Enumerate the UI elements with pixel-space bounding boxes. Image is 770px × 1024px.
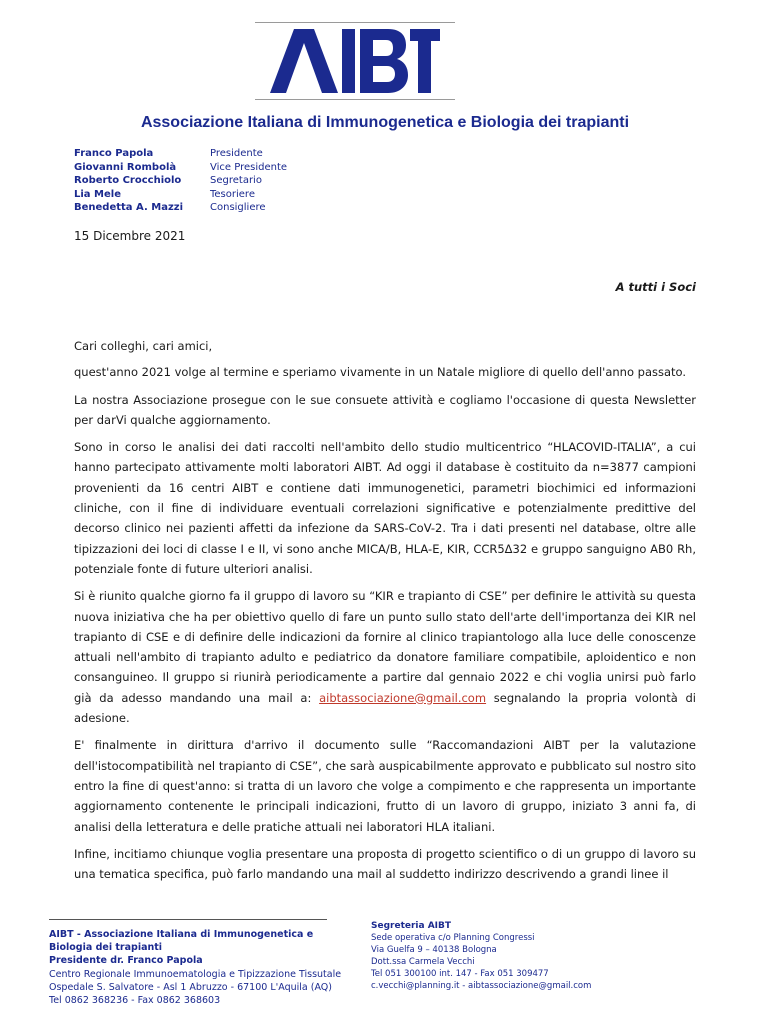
officer-role: Vice Presidente — [210, 161, 288, 173]
paragraph-recommendations: E' finalmente in dirittura d'arrivo il documento sulle “Raccomandazioni AIBT per la valutazione dell'istocompatibilità nel trapianto di CSE”, che sarà auspicabilmente approvato e pubblicato sul nostro sito entro la fine di quest'anno: si tratta di un lavoro che volge a compimento e che rappresenta un importante aggiornamento contenente le principali indicazioni, frutto di un lavoro di gruppo, iniziato 3 anni fa, di analisi della letteratura e delle pratiche attuali nei laboratori HLA italiani. — [74, 738, 696, 834]
officer-row — [74, 147, 287, 161]
footer-divider — [49, 919, 327, 920]
officers-list — [74, 147, 287, 215]
paragraph-proposals: Infine, incitiamo chiunque voglia presentare una proposta di progetto scientifico o di un gruppo di lavoro su una tematica specifica, può farlo mandando una mail al suddetto indirizzo descrivendo a grandi linee il — [74, 846, 696, 882]
secretariat-contact: Dott.ssa Carmela Vecchi — [371, 957, 475, 967]
aibt-logo-icon — [270, 29, 440, 93]
officer-row — [74, 161, 287, 175]
officer-row — [74, 188, 287, 202]
paragraph-kir-working-group — [74, 586, 696, 728]
footer-org: AIBT - Associazione Italiana di Immunogenetica e Biologia dei trapianti — [49, 929, 314, 954]
kir-text-before: Si è riunito qualche giorno fa il gruppo di lavoro su “KIR e trapianto di CSE” per definire le attività su questa nuova iniziativa che ha per obiettivo quello di fare un punto sullo stato dell'arte dell'importanza dei KIR nel trapianto di CSE e di definire delle indicazioni da fornire al clinico trapiantologo alla luce delle conoscenze attuali nell'ambito di trapianto adulto e pediatrico da donatore familiare compatibile, aploidentico e non consanguineo. Il gruppo si riunirà periodicamente a partire dal gennaio 2022 e chi voglia unirsi può farlo già da adesso mandando una mail a: — [74, 589, 696, 705]
letter-body — [74, 336, 696, 891]
logo-rule-top — [255, 22, 455, 23]
secretariat-phone: Tel 051 300100 int. 147 - Fax 051 309477 — [371, 969, 549, 979]
footer-right — [371, 920, 641, 992]
letter-date: 15 Dicembre 2021 — [74, 229, 186, 243]
secretariat-email: c.vecchi@planning.it - aibtassociazione@gmail.com — [371, 981, 592, 991]
officer-row — [74, 174, 287, 188]
footer-phone: Tel 0862 368236 - Fax 0862 368603 — [49, 995, 221, 1007]
officer-role: Consigliere — [210, 202, 266, 213]
officer-name: Roberto Crocchiolo — [74, 175, 182, 186]
letter-recipient: A tutti i Soci — [615, 280, 696, 294]
logo-rule-bottom — [255, 99, 455, 100]
letter-greeting: Cari colleghi, cari amici, — [74, 339, 213, 353]
logo — [255, 22, 455, 100]
footer-center: Centro Regionale Immunoematologia e Tipizzazione Tissutale — [49, 968, 342, 980]
secretariat-office: Sede operativa c/o Planning Congressi — [371, 933, 535, 943]
paragraph-christmas: quest'anno 2021 volge al termine e speriamo vivamente in un Natale migliore di quello dell'anno passato. — [74, 365, 687, 380]
officer-role: Presidente — [210, 148, 263, 159]
secretariat-heading: Segreteria AIBT — [371, 921, 452, 931]
officer-name: Benedetta A. Mazzi — [74, 202, 184, 213]
footer-hospital: Ospedale S. Salvatore - Asl 1 Abruzzo - 67100 L'Aquila (AQ) — [49, 981, 332, 993]
secretariat-address: Via Guelfa 9 – 40138 Bologna — [371, 945, 497, 955]
officer-name: Lia Mele — [74, 188, 121, 200]
officer-name: Giovanni Rombolà — [74, 161, 177, 173]
officer-role: Segretario — [210, 175, 262, 186]
footer-president: Presidente dr. Franco Papola — [49, 955, 203, 967]
email-link[interactable]: aibtassociazione@gmail.com — [319, 690, 487, 705]
paragraph-hlacovid-study: Sono in corso le analisi dei dati raccolti nell'ambito dello studio multicentrico “HLACOVID-ITALIA”, a cui hanno partecipato attivamente molti laboratori AIBT. Ad oggi il database è costituito da n=3877 campioni provenienti da 16 centri AIBT e contiene dati immunogenetici, parametri biochimici ed informazioni cliniche, con il fine di individuare eventuali correlazioni significative e potenzialmente predittive del decorso clinico nei pazienti affetti da infezione da SARS-CoV-2. Tra i dati presenti nel database, oltre alle tipizzazioni dei loci di classe I e II, vi sono anche MICA/B, HLA-E, KIR, CCR5Δ32 e gruppo sanguigno AB0 Rh, potenziale fonte di future ulteriori analisi. — [74, 440, 696, 576]
association-title: Associazione Italiana di Immunogenetica e Biologia dei trapianti — [140, 114, 630, 131]
officer-role: Tesoriere — [210, 188, 255, 200]
footer-left — [49, 928, 349, 1007]
officer-name: Franco Papola — [74, 148, 154, 159]
kir-text-after: segnalando la propria volontà di adesione. — [74, 690, 696, 726]
officer-row — [74, 201, 287, 215]
paragraph-newsletter: La nostra Associazione prosegue con le sue consuete attività e cogliamo l'occasione di questa Newsletter per darVi qualche aggiornamento. — [74, 392, 696, 427]
